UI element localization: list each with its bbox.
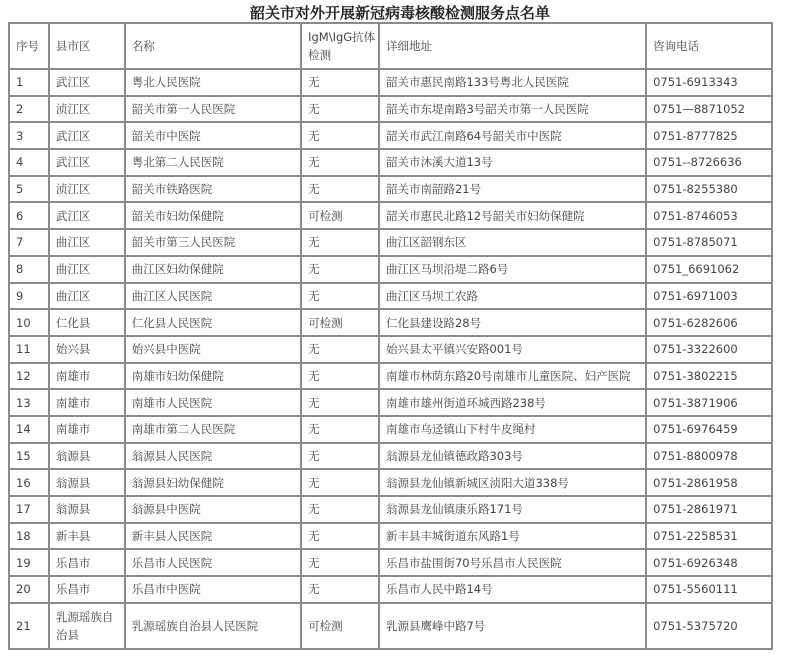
- cell-address: 翁源县龙仙镇德政路303号: [379, 443, 646, 470]
- table-row: [9, 603, 772, 649]
- cell-district: 浈江区: [49, 176, 125, 203]
- cell-district: 曲江区: [49, 229, 125, 256]
- cell-address: 南雄市乌迳镇山下村牛皮绳村: [379, 416, 646, 443]
- cell-antibody-test: 无: [301, 363, 379, 390]
- cell-antibody-test: 无: [301, 576, 379, 603]
- cell-antibody-test: 无: [301, 469, 379, 496]
- cell-index: 17: [9, 496, 49, 523]
- cell-district: 武江区: [49, 69, 125, 96]
- cell-district: 南雄市: [49, 416, 125, 443]
- cell-phone: 0751-3802215: [646, 363, 772, 390]
- table-row: [9, 96, 772, 123]
- cell-phone: 0751-8746053: [646, 202, 772, 229]
- cell-phone: 0751-2861971: [646, 496, 772, 523]
- cell-phone: 0751-8777825: [646, 122, 772, 149]
- cell-index: 20: [9, 576, 49, 603]
- cell-antibody-test: 无: [301, 443, 379, 470]
- cell-address: 新丰县丰城街道东风路1号: [379, 523, 646, 550]
- cell-antibody-test: 无: [301, 229, 379, 256]
- cell-phone: 0751—8871052: [646, 96, 772, 123]
- cell-address: 始兴县太平镇兴安路001号: [379, 336, 646, 363]
- cell-name: 乳源瑶族自治县人民医院: [125, 603, 301, 649]
- header-name: 名称: [125, 23, 301, 69]
- cell-phone: 0751-2861958: [646, 469, 772, 496]
- cell-index: 18: [9, 523, 49, 550]
- cell-address: 韶关市沐溪大道13号: [379, 149, 646, 176]
- cell-name: 曲江区人民医院: [125, 283, 301, 310]
- cell-index: 10: [9, 309, 49, 336]
- cell-address: 韶关市南韶路21号: [379, 176, 646, 203]
- table-row: [9, 523, 772, 550]
- cell-district: 南雄市: [49, 363, 125, 390]
- cell-index: 8: [9, 256, 49, 283]
- table-row: [9, 256, 772, 283]
- cell-antibody-test: 无: [301, 496, 379, 523]
- header-antibody-test: IgM\IgG抗体检测: [301, 23, 379, 69]
- table-row: [9, 389, 772, 416]
- table-row: [9, 149, 772, 176]
- cell-district: 仁化县: [49, 309, 125, 336]
- cell-district: 始兴县: [49, 336, 125, 363]
- table-row: [9, 363, 772, 390]
- cell-name: 乐昌市人民医院: [125, 549, 301, 576]
- cell-index: 5: [9, 176, 49, 203]
- cell-antibody-test: 无: [301, 122, 379, 149]
- header-index: 序号: [9, 23, 49, 69]
- cell-address: 仁化县建设路28号: [379, 309, 646, 336]
- cell-antibody-test: 无: [301, 149, 379, 176]
- cell-phone: 0751-8255380: [646, 176, 772, 203]
- cell-address: 曲江区韶钢东区: [379, 229, 646, 256]
- cell-index: 21: [9, 603, 49, 649]
- cell-name: 韶关市中医院: [125, 122, 301, 149]
- cell-name: 翁源县人民医院: [125, 443, 301, 470]
- cell-address: 韶关市东堤南路3号韶关市第一人民医院: [379, 96, 646, 123]
- cell-name: 翁源县中医院: [125, 496, 301, 523]
- cell-name: 翁源县妇幼保健院: [125, 469, 301, 496]
- table-row: [9, 283, 772, 310]
- cell-index: 16: [9, 469, 49, 496]
- cell-antibody-test: 无: [301, 176, 379, 203]
- cell-district: 乳源瑶族自治县: [49, 603, 125, 649]
- cell-index: 9: [9, 283, 49, 310]
- cell-antibody-test: 可检测: [301, 309, 379, 336]
- table-row: [9, 122, 772, 149]
- cell-name: 乐昌市中医院: [125, 576, 301, 603]
- cell-phone: 0751-8785071: [646, 229, 772, 256]
- cell-name: 韶关市第三人民医院: [125, 229, 301, 256]
- cell-antibody-test: 无: [301, 69, 379, 96]
- cell-index: 12: [9, 363, 49, 390]
- document-title: 韶关市对外开展新冠病毒核酸检测服务点名单: [249, 4, 550, 22]
- cell-antibody-test: 无: [301, 416, 379, 443]
- cell-name: 粤北人民医院: [125, 69, 301, 96]
- cell-phone: 0751_6691062: [646, 256, 772, 283]
- cell-address: 乳源县鹰峰中路7号: [379, 603, 646, 649]
- cell-index: 3: [9, 122, 49, 149]
- cell-address: 韶关市惠民南路133号粤北人民医院: [379, 69, 646, 96]
- cell-antibody-test: 无: [301, 283, 379, 310]
- cell-address: 南雄市雄州街道环城西路238号: [379, 389, 646, 416]
- cell-antibody-test: 无: [301, 389, 379, 416]
- cell-phone: 0751-5375720: [646, 603, 772, 649]
- cell-address: 曲江区马坝工农路: [379, 283, 646, 310]
- header-phone: 咨询电话: [646, 23, 772, 69]
- table-row: [9, 469, 772, 496]
- cell-index: 13: [9, 389, 49, 416]
- cell-district: 翁源县: [49, 496, 125, 523]
- cell-name: 韶关市铁路医院: [125, 176, 301, 203]
- cell-name: 仁化县人民医院: [125, 309, 301, 336]
- table-row: [9, 309, 772, 336]
- cell-antibody-test: 无: [301, 96, 379, 123]
- cell-phone: 0751-3871906: [646, 389, 772, 416]
- cell-index: 1: [9, 69, 49, 96]
- cell-phone: 0751--8726636: [646, 149, 772, 176]
- cell-antibody-test: 无: [301, 256, 379, 283]
- cell-name: 南雄市妇幼保健院: [125, 363, 301, 390]
- cell-address: 曲江区马坝沿堤二路6号: [379, 256, 646, 283]
- cell-district: 曲江区: [49, 283, 125, 310]
- cell-name: 南雄市第二人民医院: [125, 416, 301, 443]
- cell-district: 乐昌市: [49, 576, 125, 603]
- cell-district: 新丰县: [49, 523, 125, 550]
- cell-antibody-test: 无: [301, 523, 379, 550]
- table-row: [9, 549, 772, 576]
- cell-address: 韶关市惠民北路12号韶关市妇幼保健院: [379, 202, 646, 229]
- cell-index: 11: [9, 336, 49, 363]
- cell-name: 曲江区妇幼保健院: [125, 256, 301, 283]
- testing-sites-table: [8, 22, 773, 650]
- cell-address: 翁源县龙仙镇康乐路171号: [379, 496, 646, 523]
- cell-name: 始兴县中医院: [125, 336, 301, 363]
- table-row: [9, 416, 772, 443]
- cell-address: 乐昌市人民中路14号: [379, 576, 646, 603]
- cell-name: 韶关市妇幼保健院: [125, 202, 301, 229]
- cell-antibody-test: 可检测: [301, 202, 379, 229]
- cell-index: 14: [9, 416, 49, 443]
- cell-phone: 0751-6976459: [646, 416, 772, 443]
- cell-index: 4: [9, 149, 49, 176]
- cell-district: 曲江区: [49, 256, 125, 283]
- cell-district: 翁源县: [49, 443, 125, 470]
- cell-district: 南雄市: [49, 389, 125, 416]
- cell-phone: 0751-2258531: [646, 523, 772, 550]
- table-row: [9, 229, 772, 256]
- cell-district: 翁源县: [49, 469, 125, 496]
- cell-name: 粤北第二人民医院: [125, 149, 301, 176]
- table-row: [9, 496, 772, 523]
- cell-index: 7: [9, 229, 49, 256]
- cell-district: 浈江区: [49, 96, 125, 123]
- table-row: [9, 336, 772, 363]
- cell-phone: 0751-6926348: [646, 549, 772, 576]
- cell-antibody-test: 无: [301, 336, 379, 363]
- cell-phone: 0751-3322600: [646, 336, 772, 363]
- cell-index: 15: [9, 443, 49, 470]
- table-row: [9, 176, 772, 203]
- cell-district: 武江区: [49, 122, 125, 149]
- table-row: [9, 69, 772, 96]
- cell-name: 南雄市人民医院: [125, 389, 301, 416]
- cell-antibody-test: 无: [301, 549, 379, 576]
- table-row: [9, 576, 772, 603]
- cell-phone: 0751-5560111: [646, 576, 772, 603]
- cell-antibody-test: 可检测: [301, 603, 379, 649]
- cell-district: 武江区: [49, 202, 125, 229]
- cell-address: 翁源县龙仙镇新城区浈阳大道338号: [379, 469, 646, 496]
- cell-district: 乐昌市: [49, 549, 125, 576]
- cell-district: 武江区: [49, 149, 125, 176]
- cell-index: 2: [9, 96, 49, 123]
- cell-phone: 0751-6282606: [646, 309, 772, 336]
- cell-phone: 0751-6913343: [646, 69, 772, 96]
- cell-index: 6: [9, 202, 49, 229]
- header-address: 详细地址: [379, 23, 646, 69]
- table-row: [9, 443, 772, 470]
- table-header-row: [9, 23, 772, 69]
- table-row: [9, 202, 772, 229]
- cell-phone: 0751-6971003: [646, 283, 772, 310]
- cell-name: 新丰县人民医院: [125, 523, 301, 550]
- cell-name: 韶关市第一人民医院: [125, 96, 301, 123]
- cell-phone: 0751-8800978: [646, 443, 772, 470]
- cell-address: 乐昌市盐围街70号乐昌市人民医院: [379, 549, 646, 576]
- header-district: 县市区: [49, 23, 125, 69]
- cell-address: 南雄市林荫东路20号南雄市儿童医院、妇产医院: [379, 363, 646, 390]
- cell-address: 韶关市武江南路64号韶关市中医院: [379, 122, 646, 149]
- cell-index: 19: [9, 549, 49, 576]
